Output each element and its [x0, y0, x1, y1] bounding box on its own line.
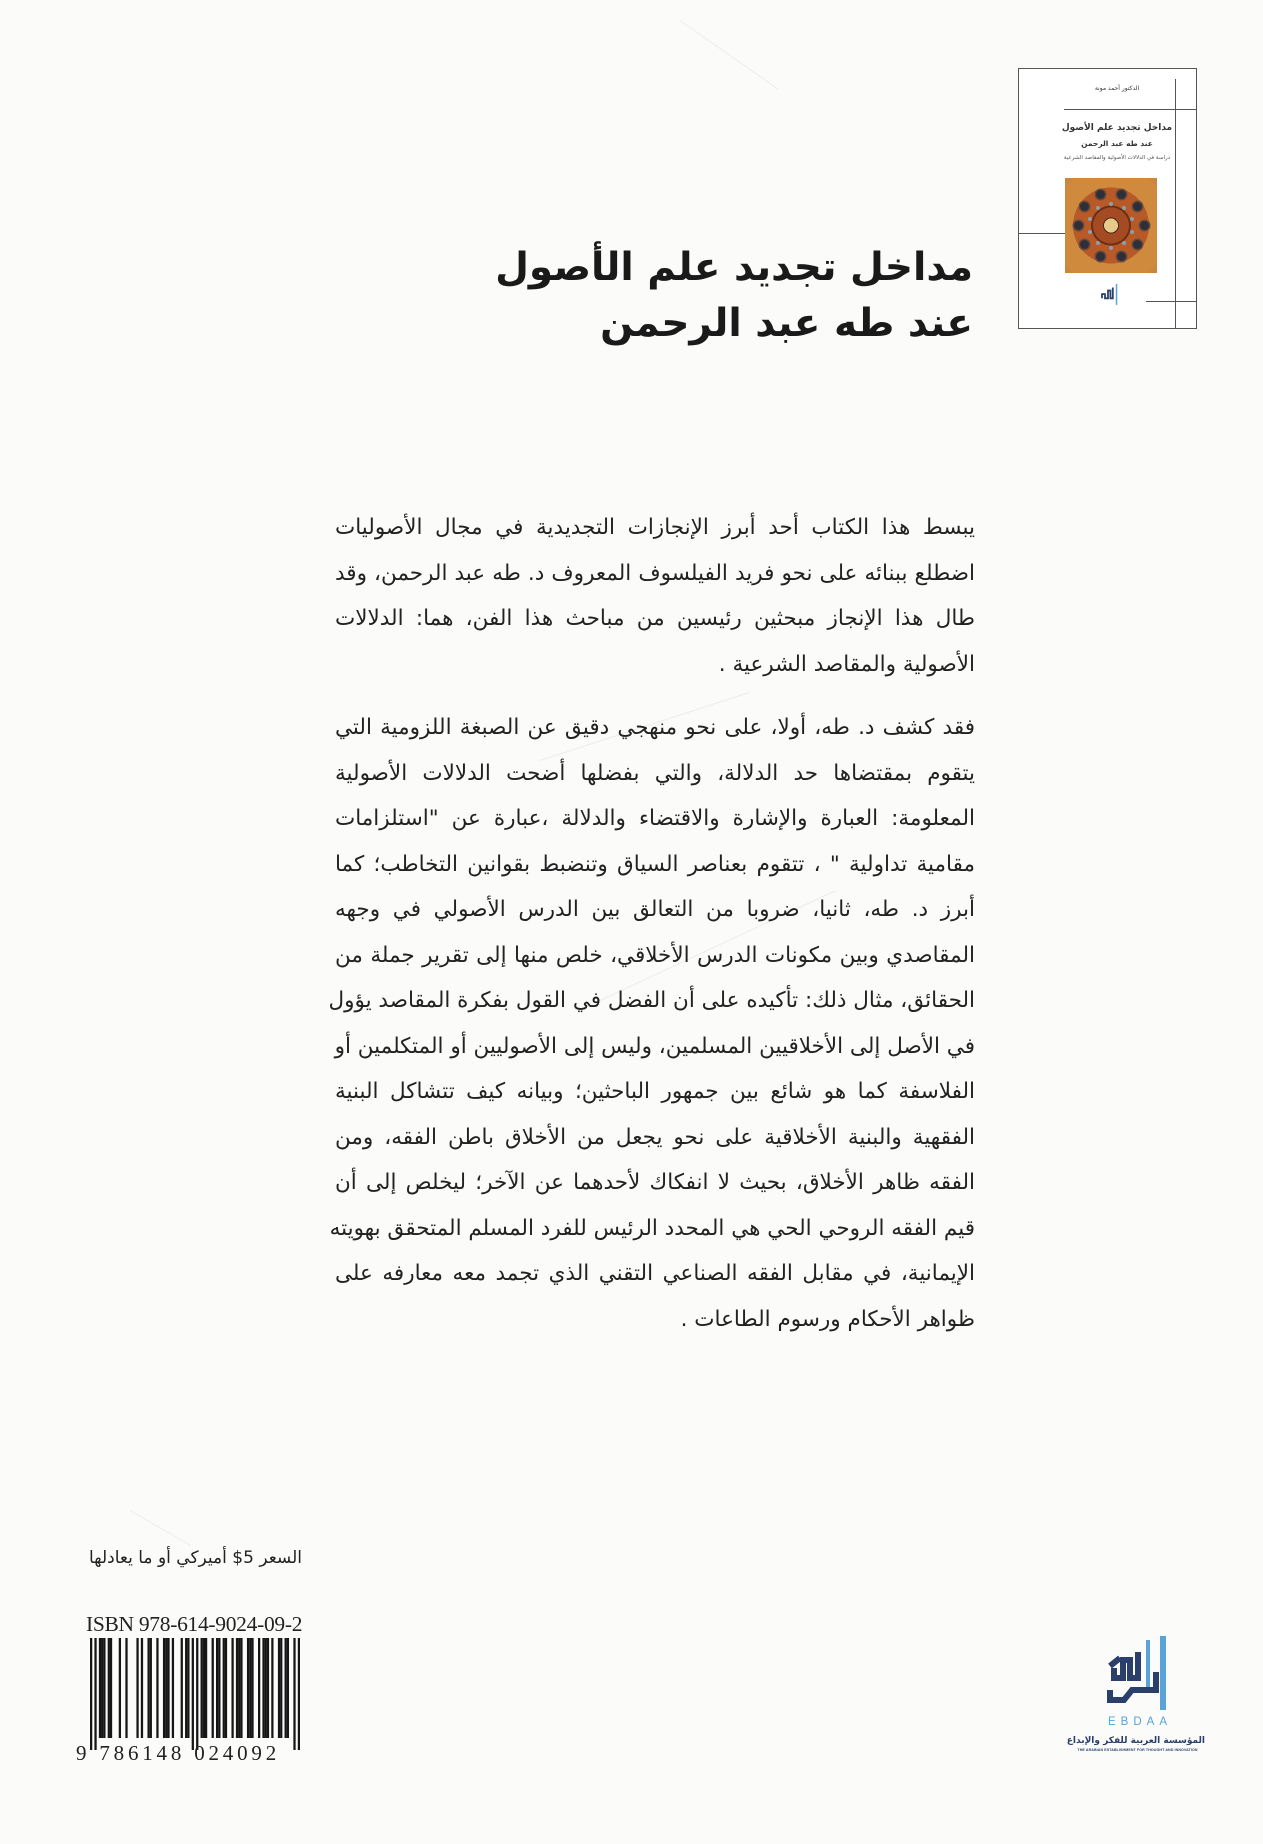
- barcode-digits: 9 786148 024092: [76, 1741, 280, 1765]
- publisher-english-name: THE ARABIAN ESTABLISHMENT FOR THOUGHT AND INNOVATION: [1077, 1748, 1198, 1752]
- ornament-dot: [1088, 230, 1092, 234]
- cover-rule-horizontal: [1064, 109, 1196, 110]
- blurb-line: قيم الفقه الروحي الحي هي المحدد الرئيس للفرد المسلم المتحقق بهويته: [329, 1215, 975, 1241]
- ornament-petal: [1074, 221, 1083, 230]
- ornament-dot: [1109, 246, 1113, 250]
- barcode-bar: [293, 1638, 295, 1750]
- barcode-bar: [298, 1638, 300, 1750]
- cover-title: مداخل تجديد علم الأصول: [1061, 123, 1173, 133]
- book-subtitle: عند طه عبد الرحمن: [600, 301, 973, 346]
- publisher-logo: [1066, 1636, 1205, 1752]
- blurb-line: اضطلع ببنائه على نحو فريد الفيلسوف المعروف د. طه عبد الرحمن، وقد: [335, 560, 975, 586]
- cover-publisher-logo-icon: [1099, 282, 1123, 308]
- barcode-bar: [187, 1638, 189, 1738]
- ornament-petal: [1140, 221, 1149, 230]
- barcode-bar: [258, 1638, 260, 1738]
- ornament-dot: [1130, 230, 1134, 234]
- barcode-bar: [90, 1638, 92, 1750]
- barcode-bar: [150, 1638, 152, 1738]
- front-cover-thumbnail: [1018, 68, 1197, 329]
- barcode-bar: [196, 1638, 198, 1750]
- barcode-bar: [231, 1638, 233, 1738]
- ornament-dot: [1130, 217, 1134, 221]
- blurb-line: المعلومة: العبارة والإشارة والاقتضاء والدلالة ،عبارة عن "استلزامات: [335, 806, 975, 831]
- barcode-bar: [262, 1638, 264, 1738]
- barcode-bar: [103, 1638, 105, 1738]
- barcode-bar: [185, 1638, 187, 1738]
- barcode-bar: [225, 1638, 227, 1738]
- barcode-bar: [99, 1638, 101, 1738]
- barcode-bar: [147, 1638, 149, 1738]
- barcode-bar: [265, 1638, 267, 1738]
- blurb-line: المقاصدي وبين مكونات الدرس الأخلاقي، خلص منها إلى تقرير جملة من: [335, 942, 975, 968]
- ornament-dot: [1096, 206, 1100, 210]
- paper-scratch: [680, 20, 779, 90]
- barcode-bar: [271, 1638, 273, 1738]
- barcode-bar: [172, 1638, 174, 1738]
- cover-rule-vertical: [1175, 79, 1176, 328]
- ornament-dot: [1088, 217, 1092, 221]
- ornament-petal: [1080, 240, 1089, 249]
- cover-rule-horizontal: [1146, 301, 1196, 302]
- barcode-bar: [240, 1638, 242, 1738]
- barcode-bar: [212, 1638, 214, 1738]
- cover-study-line: دراسة في الدلالات الأصولية والمقاصد الشرعية: [1063, 155, 1171, 161]
- publisher-latin-name: EBDAA: [1108, 1716, 1172, 1728]
- barcode-bar: [267, 1638, 269, 1738]
- blurb-line: فقد كشف د. طه، أولا، على نحو منهجي دقيق عن الصبغة اللزومية التي: [335, 715, 975, 740]
- barcode-bar: [247, 1638, 249, 1738]
- back-cover-blurb: [328, 505, 975, 1342]
- barcode-bar: [165, 1638, 167, 1738]
- barcode-bar: [141, 1638, 143, 1738]
- blurb-line: ظواهر الأحكام ورسوم الطاعات .: [680, 1306, 975, 1332]
- barcode-bar: [287, 1638, 289, 1738]
- blurb-line: يبسط هذا الكتاب أحد أبرز الإنجازات التجديدية في مجال الأصوليات: [335, 515, 975, 540]
- barcode-bar: [203, 1638, 205, 1738]
- price-label: السعر 5$ أميركي أو ما يعادلها: [88, 1548, 302, 1568]
- cover-subtitle: عند طه عبد الرحمن: [1081, 139, 1153, 148]
- ebdaa-logo-icon: [1098, 1636, 1178, 1714]
- barcode-bar: [218, 1638, 220, 1738]
- blurb-paragraph: [328, 705, 975, 1342]
- publisher-arabic-name: المؤسسة العربية للفكر والإبداع: [1066, 1736, 1205, 1746]
- book-title: مداخل تجديد علم الأصول: [495, 245, 973, 290]
- blurb-line: الإيمانية، في مقابل الفقه الصناعي التقني الذي تجمد معه معارفه على: [335, 1261, 975, 1286]
- blurb-line: الفلاسفة كما هو شائع بين جمهور الباحثين؛ وبيانه كيف تتشاكل البنية: [335, 1079, 975, 1104]
- ornament-petal: [1117, 190, 1126, 199]
- barcode-bar: [238, 1638, 240, 1738]
- blurb-line: الأصولية والمقاصد الشرعية .: [718, 651, 975, 677]
- barcode-bar: [119, 1638, 121, 1738]
- blurb-line: طال هذا الإنجاز مبحثين رئيسين من مباحث هذا الفن، هما: الدلالات: [335, 606, 975, 631]
- cover-rule-horizontal: [1019, 233, 1065, 234]
- barcode-bar: [125, 1638, 127, 1738]
- barcode-bar: [136, 1638, 138, 1738]
- blurb-line: الفقهية والبنية الأخلاقية على نحو يجعل من الأخلاق باطن الفقه، ومن: [335, 1124, 975, 1150]
- blurb-line: يتقوم بمقتضاها حد الدلالة، والتي بفضلها أضحت الدلالات الأصولية: [335, 760, 975, 786]
- ornament-dot: [1109, 202, 1113, 206]
- ornament-petal: [1096, 190, 1105, 199]
- barcode-bar: [192, 1638, 194, 1750]
- barcode-bar: [280, 1638, 282, 1738]
- isbn-label: ISBN 978-614-9024-09-2: [86, 1612, 303, 1636]
- barcode-bar: [201, 1638, 203, 1738]
- isbn-barcode: [90, 1638, 300, 1750]
- barcode-bar: [223, 1638, 225, 1738]
- blurb-line: الفقه ظاهر الأخلاق، بحيث لا انفكاك لأحدهما عن الآخر؛ ليخلص إلى أن: [335, 1170, 975, 1195]
- paper-scratch: [130, 1510, 191, 1546]
- blurb-line: الحقائق، مثال ذلك: تأكيده على أن الفضل في القول بفكرة المقاصد يؤول: [328, 988, 975, 1013]
- barcode-bar: [110, 1638, 112, 1738]
- barcode-bar: [181, 1638, 183, 1738]
- ornament-dot: [1122, 206, 1126, 210]
- blurb-paragraph: [335, 505, 975, 687]
- book-title-block: [495, 240, 973, 352]
- barcode-bar: [251, 1638, 253, 1738]
- ornament-petal: [1080, 202, 1089, 211]
- ornament-petal: [1133, 202, 1142, 211]
- barcode-bar: [101, 1638, 103, 1738]
- barcode-bar: [156, 1638, 158, 1738]
- ornament-petal: [1096, 252, 1105, 261]
- blurb-line: مقامية تداولية " ، تتقوم بعناصر السياق وتنضبط بقوانين التخاطب؛ كما: [335, 851, 975, 877]
- barcode-bar: [216, 1638, 218, 1738]
- cover-ornament-image: [1065, 178, 1157, 273]
- barcode-bar: [167, 1638, 169, 1738]
- ornament-petal: [1117, 252, 1126, 261]
- barcode-bar: [163, 1638, 165, 1738]
- barcode-bar: [108, 1638, 110, 1738]
- barcode-bar: [94, 1638, 96, 1750]
- barcode-bar: [278, 1638, 280, 1738]
- ornament-dot: [1122, 241, 1126, 245]
- ornament-petal: [1133, 240, 1142, 249]
- blurb-line: أبرز د. طه، ثانيا، ضروبا من التعالق بين الدرس الأصولي في وجهه: [335, 897, 975, 922]
- cover-author: الدكتور أحمد مونة: [1094, 85, 1140, 92]
- barcode-bar: [205, 1638, 207, 1738]
- barcode-bar: [285, 1638, 287, 1738]
- barcode-bar: [249, 1638, 251, 1738]
- blurb-line: في الأصل إلى الأخلاقيين المسلمين، وليس إلى الأصوليين أو المتكلمين أو: [334, 1033, 975, 1059]
- barcode-bar: [236, 1638, 238, 1738]
- ornament-dot: [1096, 241, 1100, 245]
